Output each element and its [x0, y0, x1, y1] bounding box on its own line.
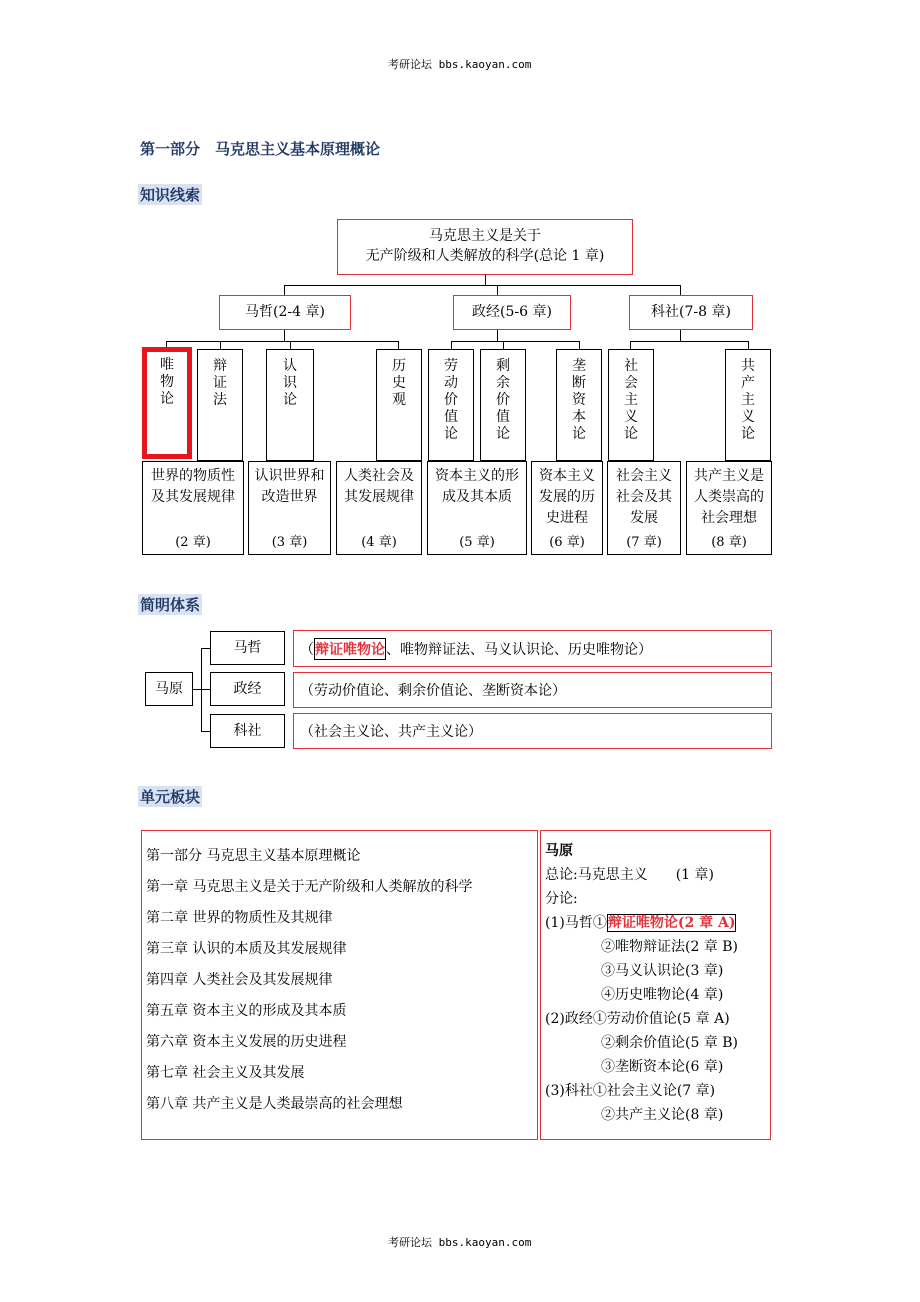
- desc-chapter: (4 章): [361, 535, 397, 550]
- tree-root-line1: 马克思主义是关于: [429, 228, 541, 245]
- leaf-bianzhengfa: [197, 349, 243, 461]
- outline-line: ②共产主义论(8 章): [601, 1107, 724, 1123]
- system-detail-zhengjing: [293, 672, 772, 708]
- desc-box-ch4: [336, 461, 422, 555]
- detail-open-paren: （: [300, 641, 314, 658]
- desc-chapter: (7 章): [626, 535, 662, 550]
- tree-root: [337, 219, 633, 275]
- unit-line: 第五章 资本主义的形成及其本质: [146, 1003, 347, 1019]
- unit-line: 第八章 共产主义是人类最崇高的社会理想: [146, 1096, 403, 1112]
- desc-chapter: (3 章): [271, 535, 308, 550]
- unit-line: 第四章 人类社会及其发展规律: [146, 972, 333, 988]
- leaf-shengyujiazhilun: [480, 349, 526, 461]
- leaf-weiwulun: [142, 347, 192, 459]
- section-concise-system: 简明体系: [140, 596, 201, 614]
- unit-line: 第六章 资本主义发展的历史进程: [146, 1034, 347, 1050]
- leaf-label: 认识论: [283, 358, 297, 408]
- leaf-label: 唯物论: [160, 357, 174, 407]
- unit-line: 第一章 马克思主义是关于无产阶级和人类解放的科学: [146, 879, 473, 895]
- desc-box-ch6: [531, 461, 603, 555]
- desc-box-ch8: [686, 461, 772, 555]
- page-title: 第一部分 马克思主义基本原理概论: [140, 140, 381, 158]
- leaf-label: 历史观: [392, 358, 406, 408]
- leaf-renshilun: [266, 349, 314, 461]
- highlight-bianzheng-weiwulun-outline: 辩证唯物论(2 章 A): [607, 915, 736, 931]
- outline-intro: 总论:马克思主义 (1 章): [545, 867, 714, 883]
- outline-line-1: [545, 911, 770, 935]
- outline-title: 马原: [545, 843, 573, 859]
- section-knowledge-clues: 知识线索: [140, 186, 201, 204]
- branch-mazhe: 马哲(2-4 章): [219, 295, 351, 330]
- system-root: 马原: [145, 672, 193, 706]
- detail-rest: 、唯物辩证法、马义认识论、历史唯物论）: [386, 641, 652, 658]
- outline-line: ③垄断资本论(6 章): [601, 1059, 724, 1075]
- system-label-keshe: 科社: [210, 714, 285, 748]
- leaf-label: 共产主义论: [741, 358, 755, 442]
- unit-line: 第二章 世界的物质性及其规律: [146, 910, 333, 926]
- branch-zhengjing: 政经(5-6 章): [453, 295, 571, 330]
- outline-line: ③马义认识论(3 章): [601, 963, 724, 979]
- leaf-longduanziben: [556, 349, 602, 461]
- leaf-gongchanzhuyilun: [725, 349, 771, 461]
- branch-keshe: 科社(7-8 章): [629, 295, 753, 330]
- desc-text: 资本主义的形成及其本质: [435, 468, 519, 505]
- system-detail-keshe: [293, 713, 772, 749]
- desc-box-ch3: [248, 461, 331, 555]
- page-footer: 考研论坛 bbs.kaoyan.com: [388, 1236, 532, 1249]
- desc-box-ch7: [607, 461, 681, 555]
- outline-line: ④历史唯物论(4 章): [601, 987, 724, 1003]
- leaf-shehuizhuyilun: [608, 349, 654, 461]
- leaf-lishiguan: [376, 349, 422, 461]
- detail-rest: （劳动价值论、剩余价值论、垄断资本论）: [300, 683, 566, 699]
- leaf-label: 社会主义论: [624, 358, 638, 442]
- tree-root-line2: 无产阶级和人类解放的科学(总论 1 章): [365, 248, 605, 264]
- highlight-bianzheng-weiwulun: 辩证唯物论: [314, 638, 386, 660]
- unit-line: 第一部分 马克思主义基本原理概论: [146, 848, 361, 864]
- outline-line: (3)科社①社会主义论(7 章): [545, 1083, 716, 1099]
- unit-right-box: [540, 830, 771, 1140]
- desc-box-ch2: [142, 461, 244, 555]
- desc-chapter: (5 章): [459, 535, 495, 550]
- leaf-label: 剩余价值论: [496, 358, 510, 442]
- unit-line: 第七章 社会主义及其发展: [146, 1065, 305, 1081]
- desc-text: 认识世界和改造世界: [254, 468, 325, 505]
- desc-chapter: (6 章): [549, 535, 585, 550]
- leaf-label: 辩证法: [213, 358, 227, 408]
- leaf-laodongjiazhilun: [428, 349, 474, 461]
- desc-box-ch5: [427, 461, 527, 555]
- unit-left-box: [141, 830, 538, 1140]
- desc-text: 世界的物质性及其发展规律: [151, 468, 235, 505]
- detail-rest: （社会主义论、共产主义论）: [300, 724, 482, 740]
- outline-line: (2)政经①劳动价值论(5 章 A): [545, 1011, 730, 1027]
- leaf-label: 垄断资本论: [572, 358, 586, 442]
- page-header: 考研论坛 bbs.kaoyan.com: [388, 58, 532, 71]
- section-unit-blocks: 单元板块: [140, 788, 201, 806]
- outline-prefix: (1)马哲①: [545, 915, 607, 931]
- system-label-mazhe: 马哲: [210, 631, 285, 665]
- desc-text: 社会主义社会及其发展: [616, 468, 672, 526]
- desc-text: 资本主义发展的历史进程: [539, 468, 595, 526]
- desc-text: 人类社会及其发展规律: [344, 468, 414, 505]
- outline-sub: 分论:: [545, 891, 578, 907]
- outline-line: ②剩余价值论(5 章 B): [601, 1035, 739, 1051]
- system-label-zhengjing: 政经: [210, 672, 285, 706]
- desc-chapter: (8 章): [711, 535, 747, 550]
- unit-line: 第三章 认识的本质及其发展规律: [146, 941, 347, 957]
- unit-chapter-list: [146, 841, 537, 1120]
- desc-text: 共产主义是人类崇高的社会理想: [694, 468, 764, 526]
- system-detail-mazhe: [293, 630, 772, 667]
- unit-outline: [545, 839, 770, 1127]
- desc-chapter: (2 章): [175, 535, 211, 550]
- leaf-label: 劳动价值论: [444, 358, 458, 442]
- outline-line: ②唯物辩证法(2 章 B): [601, 939, 739, 955]
